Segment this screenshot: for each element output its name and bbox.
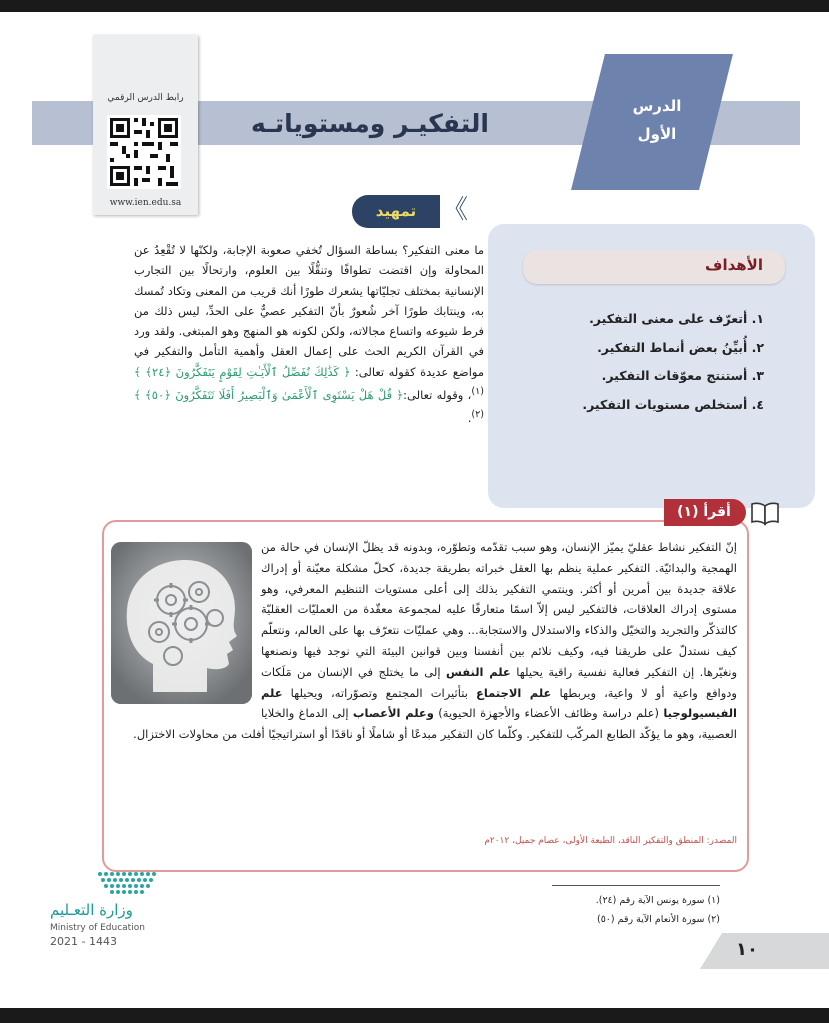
qr-code-icon[interactable] [107,115,181,189]
reading-text: إنّ التفكير نشاط عقليّ يميّز الإنسان، وهو سبب تقدّمه وتطوّره، وبدونه قد يظلّ الإنسان في حالة من الهمجية والبدائيّة. التفكير عملية ينظم بها العقل خبراته بطريقة جديدة، كحلّ مشكلة معيّنة أو إدراك علاقة جديدة بين أمرين أو أكثر. وينتمي التفكير بذلك إلى أعلى مستويات التنظيم المعرفي، وهو مستوى إدراك العلاقات، فالتفكير ليس إلاّ اسمًا متعارفًا عليه لمجموعة معقّدة من العمليّات العقليّة كالتذكّر والتجريد والتخيّل والذكاء والاستدلال والاستجابة... وهي عمليّات نتعرّف بها على العالم، ونتعلّم كيف نستدلّ على طريقنا فيه، وكيف نلائم بين أنفسنا وبين قوانين البيئة التي نوجد فيها ونصنعها ونغيّرها. إن التفكير فعالية نفسية راقية يحيلها [261,540,738,679]
reading-term: علم النفس [445,664,511,679]
ministry-year: 2021 - 1443 [50,935,117,948]
reading-paragraph [115,537,737,745]
goals-list [520,305,764,419]
double-chevron-icon: 《 [442,195,469,225]
reading-tag-label: أقرأ (١) [677,504,731,520]
reading-text: إلى الدماغ والخلايا العصبية، وهو ما يؤكّد الطابع المركّب للتفكير. وكلّما كان التفكير مبدعًا أو شاملًا أو ناقدًا أو استراتيجيًا أفلت من محاولات الاختزال. [133,706,737,742]
reading-text: (علم دراسة وظائف الأعضاء والأجهزة الحيوية) [433,706,664,721]
textbook-page [0,12,829,1008]
reading-term: علم الفيسيولوجيا [261,685,737,721]
ministry-name-en: Ministry of Education [50,923,145,933]
quran-verse-1: ﴿ كَذَٰلِكَ نُفَصِّلُ ٱلْأَيَـٰتِ لِقَوْمٍ يَتَفَكَّرُونَ ﴿٢٤﴾ ﴾ [134,364,351,379]
goal-item: ١. أتعرّف على معنى التفكير. [589,311,764,326]
goal-item: ٤. أستخلص مستويات التفكير. [582,396,764,412]
intro-text: ما معنى التفكير؟ بساطة السؤال تُخفي صعوبة الإجابة، ولكنّها لا تُقْعِدُ عن المحاولة وإن اقتضت تطوافًا وتنقُّلًا بين العلوم، وارتحالًا بين التجارب الإنسانية بمختلف تجليّاتها يشعرك طورًا أنك قريب من المعنى وتكاد تُمسك به، وينتابك طورًا آخر شُعورٌ بأنّ التفكير عصيٌّ على الحدِّ، ليس ذلك من فرط شيوعه واتساع مجالاته، ولكن لكونه هو المنهج وهو المبتغى. ولقد ورد في القرآن الكريم الحث على إعمال العقل وأهمية التأمل والتفكير في مواضع عديدة كقوله تعالى: [134,243,484,379]
ministry-logo-icon [96,870,160,898]
reading-source: المصدر: المنطق والتفكير الناقد، الطبعة الأولى، عصام جميل، ٢٠١٢م [484,836,737,846]
qr-url[interactable]: www.ien.edu.sa [109,198,182,208]
reading-text: بتأثيرات المجتمع وتصوّراته، ويحيلها [282,685,476,700]
quran-verse-2: ﴿ قُلْ هَلْ يَسْتَوِى ٱلْأَعْمَىٰ وَٱلْبَصِيرُ أَفَلَا تَتَفَكَّرُونَ ﴿٥٠﴾ ﴾ [134,387,404,402]
goal-item: ٣. أستنتج معوّقات التفكير. [601,368,764,383]
page-number: ١٠ [736,939,758,960]
image-spacer [115,537,261,722]
reading-term: وعلم الأعصاب [352,706,434,721]
intro-paragraph [134,240,484,428]
lesson-badge-text [612,92,702,148]
open-book-icon [750,501,780,526]
reading-text: إلى ما يختلج في الإنسان من مَلَكات ودوافع واعية أو لا واعية، ويربطها [261,664,737,700]
page-number-band-cut [700,933,722,969]
lesson-title: التفكيـر ومستوياتـه [251,109,489,138]
intro-tag-label: تمهيد [375,202,417,220]
qr-label: رابط الدرس الرقمي [107,93,184,103]
footnote-2: (٢) سورة الأنعام الآية رقم (٥٠) [596,914,720,925]
intro-text-between: ، وقوله تعالى: [403,387,472,402]
scan-bottom-edge [0,1008,829,1023]
intro-end: . [467,411,472,426]
ministry-name-ar: وزارة التعـليم [50,901,133,919]
footnotes [500,891,720,929]
reading-term: علم الاجتماع [476,685,552,700]
goals-title: الأهداف [705,256,763,274]
qr-card[interactable] [93,35,198,215]
footnote-ref-2[interactable]: (٢) [471,409,484,421]
footnote-divider [552,885,720,886]
scan-top-edge [0,0,829,12]
lesson-badge-line1: الدرس [632,97,682,115]
footnote-ref-1[interactable]: (١) [471,386,485,398]
footnote-1: (١) سورة يونس الآية رقم (٢٤). [595,895,720,906]
lesson-badge-line2: الأول [637,125,677,143]
goal-item: ٢. أُبيِّنُ بعض أنماط التفكير. [597,339,764,355]
